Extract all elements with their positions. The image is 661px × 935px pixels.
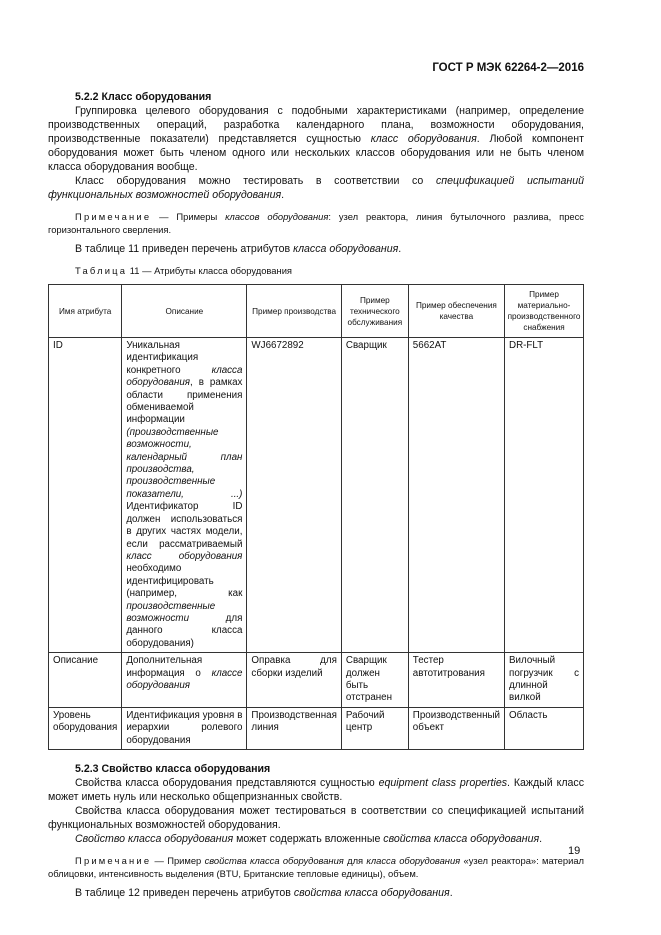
- inventory-example: DR-FLT: [505, 338, 584, 653]
- table-caption: Таблица 11 — Атрибуты класса оборудования: [75, 265, 293, 276]
- paragraph: В таблице 12 приведен перечень атрибутов свойства класса оборудования.: [75, 887, 453, 899]
- column-header: Пример обеспечения качества: [408, 285, 504, 338]
- paragraph: Свойства класса оборудования может тестироваться в соответствии со спецификацией испытаний функциональных возможностей оборудования.: [48, 805, 584, 831]
- paragraph: В таблице 11 приведен перечень атрибутов класса оборудования.: [75, 243, 402, 255]
- standard-header: ГОСТ Р МЭК 62264-2—2016: [432, 62, 584, 74]
- table-row: [49, 338, 584, 653]
- attribute-description: Дополнительная информация о классе оборудования: [122, 653, 247, 708]
- paragraph: Класс оборудования можно тестировать в соответствии со спецификацией испытаний функциональных возможностей оборудования.: [48, 175, 584, 201]
- maintenance-example: Сварщик: [341, 338, 408, 653]
- column-header: Пример производства: [247, 285, 341, 338]
- attribute-description: Уникальная идентификация конкретного класса оборудования, в рамках области применения обмениваемой информации (производственные возможности, календарный план производства, производственные показатели, ...) Идентификатор ID должен использоваться в других частях модели, если рассматриваемый класс оборудования необходимо идентифицировать (например, как производственные возможности для данного класса оборудования): [122, 338, 247, 653]
- attribute-name: Описание: [49, 653, 122, 708]
- inventory-example: Вилочный погрузчик с длинной вилкой: [505, 653, 584, 708]
- page-content: [48, 88, 584, 900]
- note: Примечание — Примеры классов оборудования: узел реактора, линия бутылочного разлива, пресс горизонтального сверления.: [48, 211, 584, 235]
- inventory-example: Область: [505, 707, 584, 749]
- attribute-description: Идентификация уровня в иерархии ролевого оборудования: [122, 707, 247, 749]
- attribute-name: ID: [49, 338, 122, 653]
- paragraph: Группировка целевого оборудования с подобными характеристиками (например, определение производственных операций, разработка календарного плана, возможности оборудования, производственные показатели) представляется сущностью класс оборудования. Любой компонент оборудования может быть членом одного или нескольких классов оборудования или не быть членом класса оборудования вообще.: [48, 105, 584, 173]
- attributes-table: [48, 284, 584, 750]
- column-header: Описание: [122, 285, 247, 338]
- paragraph: Свойства класса оборудования представляются сущностью equipment class properties. Каждый класс может иметь нуль или несколько общепризнанных свойств.: [48, 777, 584, 803]
- quality-example: 5662AT: [408, 338, 504, 653]
- quality-example: Производственный объект: [408, 707, 504, 749]
- page-number: 19: [568, 845, 581, 857]
- table-header-row: [49, 285, 584, 338]
- table-row: [49, 653, 584, 708]
- note: Примечание — Пример свойства класса оборудования для класса оборудования «узел реактора»: материал облицовки, интенсивность выделения (BTU, Британские тепловые единицы), объем.: [48, 855, 585, 879]
- production-example: Производственная линия: [247, 707, 341, 749]
- column-header: Пример технического обслуживания: [341, 285, 408, 338]
- production-example: Оправка для сборки изделий: [247, 653, 341, 708]
- attribute-name: Уровень оборудования: [49, 707, 122, 749]
- maintenance-example: Рабочий центр: [341, 707, 408, 749]
- column-header: Пример материально-производственного снабжения: [505, 285, 584, 338]
- paragraph: Свойство класса оборудования может содержать вложенные свойства класса оборудования.: [75, 833, 543, 845]
- section-5-2-2-heading: 5.2.2 Класс оборудования: [75, 91, 212, 103]
- quality-example: Тестер автотитрования: [408, 653, 504, 708]
- maintenance-example: Сварщик должен быть отстранен: [341, 653, 408, 708]
- column-header: Имя атрибута: [49, 285, 122, 338]
- section-5-2-3-heading: 5.2.3 Свойство класса оборудования: [75, 763, 271, 775]
- production-example: WJ6672892: [247, 338, 341, 653]
- table-row: [49, 707, 584, 749]
